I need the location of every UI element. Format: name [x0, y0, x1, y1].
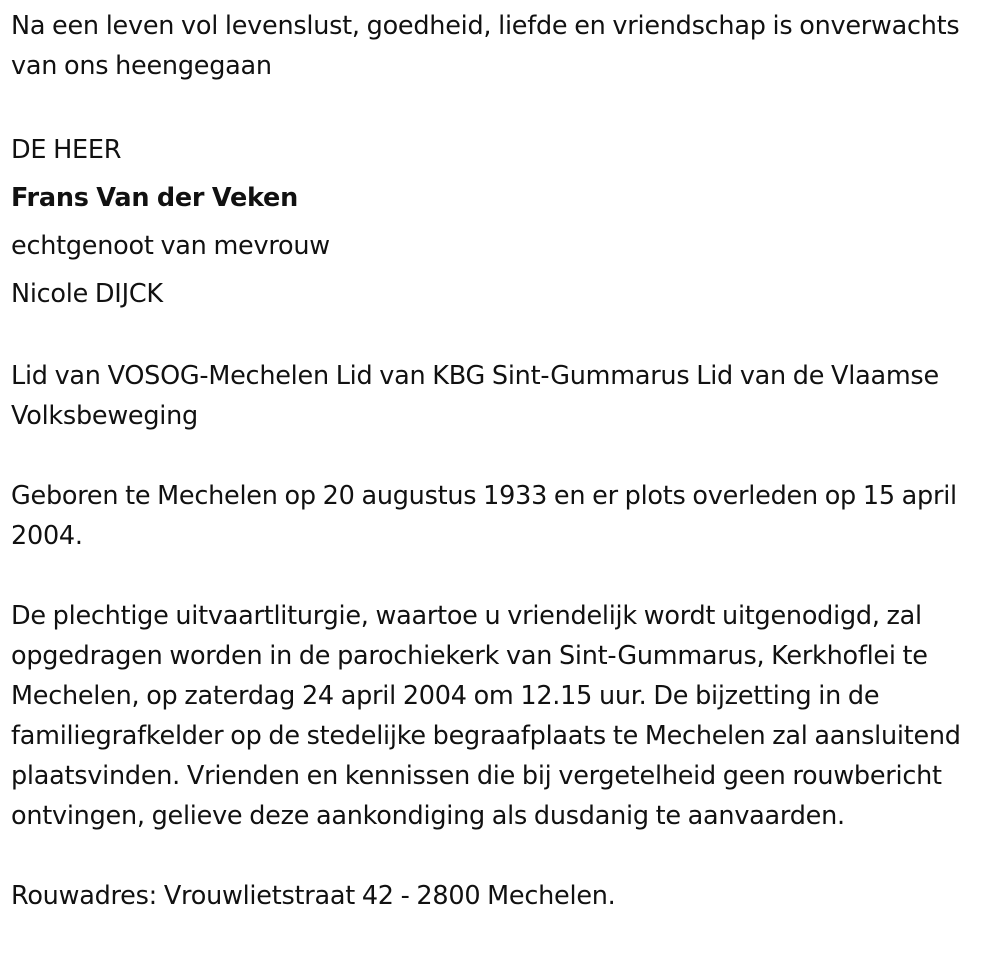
born-died-text: Geboren te Mechelen op 20 augustus 1933 en er plots overleden op 15 april 2004. — [11, 481, 957, 551]
spouse-label: echtgenoot van mevrouw — [11, 231, 330, 261]
spacer — [11, 836, 996, 876]
title-prefix: DE HEER — [11, 135, 122, 165]
obituary-notice — [11, 6, 996, 916]
address-text: Rouwadres: Vrouwlietstraat 42 - 2800 Mechelen. — [11, 881, 616, 911]
spacer — [11, 436, 996, 476]
deceased-name: Frans Van der Veken — [11, 183, 298, 213]
spacer — [11, 556, 996, 596]
funeral-text: De plechtige uitvaartliturgie, waartoe u vriendelijk wordt uitgenodigd, zal opgedragen worden in de parochiekerk van Sint-Gummarus, Kerkhoflei te Mechelen, op zaterdag 24 april 2004 om 12.15 uur. De bijzetting in de familiegrafkelder op de stedelijke begraafplaats te Mechelen zal aansluitend plaatsvinden. Vrienden en kennissen die bij vergetelheid geen rouwbericht ontvingen, gelieve deze aankondiging als dusdanig te aanvaarden. — [11, 601, 961, 831]
spacer — [11, 318, 996, 356]
spacer — [11, 86, 996, 126]
spouse-name: Nicole DIJCK — [11, 279, 163, 309]
intro-text: Na een leven vol levenslust, goedheid, liefde en vriendschap is onverwachts van ons heengegaan — [11, 11, 960, 81]
memberships-text: Lid van VOSOG-Mechelen Lid van KBG Sint-Gummarus Lid van de Vlaamse Volksbeweging — [11, 361, 939, 431]
